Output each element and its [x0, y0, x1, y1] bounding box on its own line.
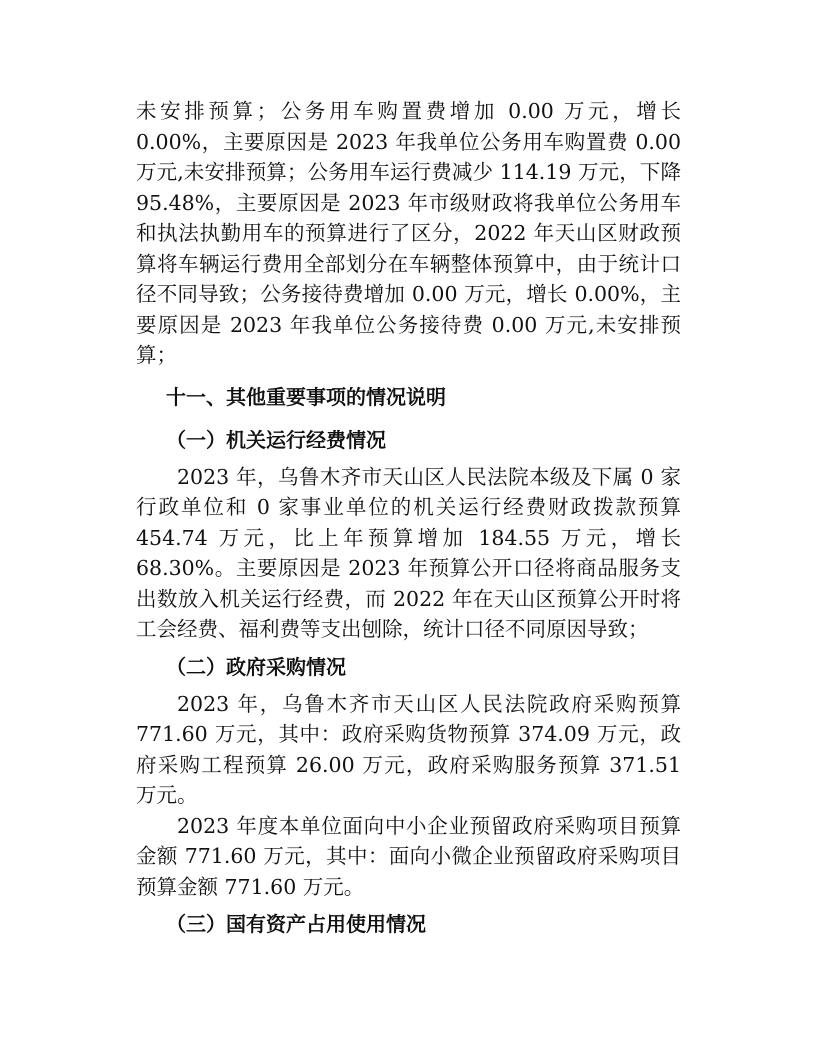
document-page — [136, 96, 681, 946]
paragraph-procurement-budget: 2023 年，乌鲁木齐市天山区人民法院政府采购预算 771.60 万元，其中：政府采购货物预算 374.09 万元，政府采购工程预算 26.00 万元，政府采购服务预算 371.51 万元。 — [136, 691, 681, 807]
subsection-heading-state-assets: （三）国有资产占用使用情况 — [166, 912, 426, 936]
paragraph-sme-procurement: 2023 年度本单位面向中小企业预留政府采购项目预算金额 771.60 万元，其中：面向小微企业预留政府采购项目预算金额 771.60 万元。 — [136, 813, 681, 899]
subsection-heading-procurement: （二）政府采购情况 — [166, 654, 346, 679]
section-heading-other-matters: 十一、其他重要事项的情况说明 — [166, 384, 446, 409]
subsection-heading-operating-funds: （一）机关运行经费情况 — [166, 427, 386, 452]
paragraph-vehicle-expenses: 未安排预算；公务用车购置费增加 0.00 万元，增长 0.00%，主要原因是 2023 年我单位公务用车购置费 0.00 万元,未安排预算；公务用车运行费减少 114.19 万元，下降 95.48%，主要原因是 2023 年市级财政将我单位公务用车和执法执勤用车的预算进行了区分，2022 年天山区财政预算将车辆运行费用全部划分在车辆整体预算中，由于统计口径不同导致；公务接待费增加 0.00 万元，增长 0.00%，主要原因是 2023 年我单位公务接待费 0.00 万元,未安排预算； — [136, 99, 681, 367]
paragraph-operating-funds: 2023 年，乌鲁木齐市天山区人民法院本级及下属 0 家行政单位和 0 家事业单位的机关运行经费财政拨款预算 454.74 万元，比上年预算增加 184.55 万元，增长 68.30%。主要原因是 2023 年预算公开口径将商品服务支出数放入机关运行经费，而 2022 年在天山区预算公开时将工会经费、福利费等支出刨除，统计口径不同原因导致； — [136, 464, 681, 641]
